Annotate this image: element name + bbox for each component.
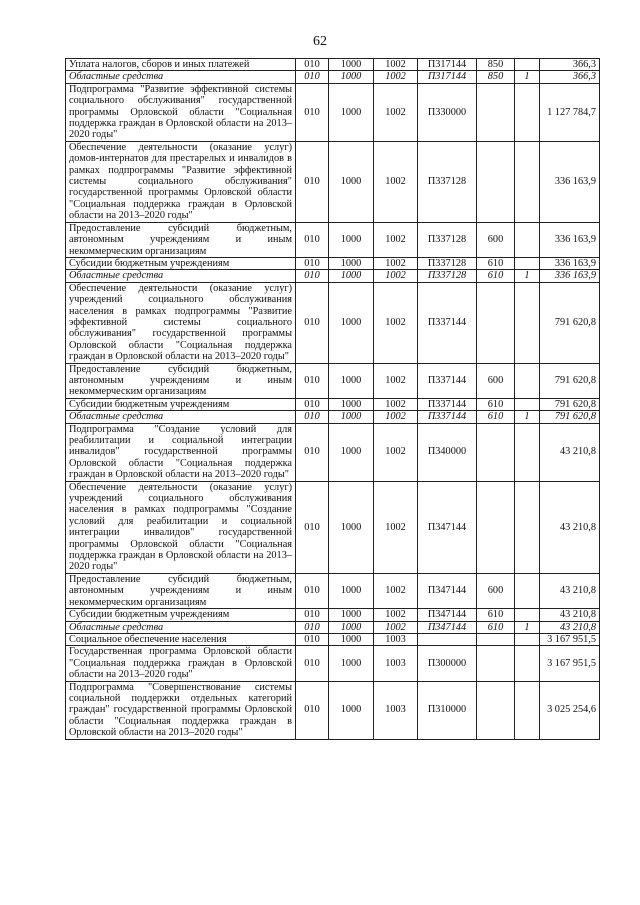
row-expense-type: 850 <box>477 71 515 83</box>
row-source-code <box>515 222 540 257</box>
row-name: Социальное обеспечение населения <box>66 633 296 645</box>
row-name: Предоставление субсидий бюджетным, автономным учреждениям и иным некоммерческим организациям <box>66 363 296 398</box>
row-name: Предоставление субсидий бюджетным, автономным учреждениям и иным некоммерческим организациям <box>66 222 296 257</box>
table-row <box>66 681 600 739</box>
row-source-code <box>515 257 540 269</box>
row-source-code <box>515 481 540 573</box>
row-expense-type <box>477 646 515 681</box>
row-amount: 791 620,8 <box>540 411 600 423</box>
row-chapter-code: 1000 <box>329 363 374 398</box>
row-source-code <box>515 141 540 222</box>
row-amount: 336 163,9 <box>540 222 600 257</box>
row-subsection-code: 1002 <box>374 609 418 621</box>
row-expense-type: 600 <box>477 222 515 257</box>
table-row <box>66 398 600 410</box>
row-expense-type: 610 <box>477 270 515 282</box>
row-chapter-code: 1000 <box>329 398 374 410</box>
row-expense-type: 600 <box>477 573 515 608</box>
row-chapter-code: 1000 <box>329 282 374 363</box>
row-section-code: 010 <box>296 646 329 681</box>
row-target-code: П347144 <box>418 573 477 608</box>
row-section-code: 010 <box>296 363 329 398</box>
row-expense-type <box>477 481 515 573</box>
table-row <box>66 257 600 269</box>
row-target-code: П337128 <box>418 257 477 269</box>
row-expense-type: 610 <box>477 621 515 633</box>
row-section-code: 010 <box>296 411 329 423</box>
row-subsection-code: 1002 <box>374 398 418 410</box>
row-chapter-code: 1000 <box>329 71 374 83</box>
row-amount: 336 163,9 <box>540 257 600 269</box>
table-row <box>66 573 600 608</box>
row-expense-type <box>477 141 515 222</box>
row-expense-type <box>477 633 515 645</box>
row-section-code: 010 <box>296 609 329 621</box>
table-row <box>66 59 600 71</box>
row-target-code: П347144 <box>418 609 477 621</box>
row-name: Государственная программа Орловской области "Социальная поддержка граждан в Орловской области на 2013–2020 годы" <box>66 646 296 681</box>
page-number: 62 <box>313 34 327 49</box>
row-subsection-code: 1003 <box>374 633 418 645</box>
row-expense-type: 610 <box>477 398 515 410</box>
row-source-code: 1 <box>515 621 540 633</box>
row-source-code <box>515 398 540 410</box>
row-section-code: 010 <box>296 257 329 269</box>
table-row <box>66 481 600 573</box>
row-source-code <box>515 633 540 645</box>
row-source-code <box>515 83 540 141</box>
row-name: Обеспечение деятельности (оказание услуг) домов-интернатов для престарелых и инвалидов в рамках подпрограммы "Развитие эффективной системы социального обслуживания" государственной программы Орловской области "Социальная поддержка граждан в Орловской области на 2013–2020 годы" <box>66 141 296 222</box>
row-chapter-code: 1000 <box>329 573 374 608</box>
table-row <box>66 646 600 681</box>
row-amount: 43 210,8 <box>540 573 600 608</box>
row-chapter-code: 1000 <box>329 59 374 71</box>
row-source-code: 1 <box>515 411 540 423</box>
row-source-code: 1 <box>515 270 540 282</box>
row-subsection-code: 1003 <box>374 646 418 681</box>
row-target-code: П337128 <box>418 270 477 282</box>
row-name: Областные средства <box>66 621 296 633</box>
table-row <box>66 621 600 633</box>
row-expense-type: 610 <box>477 411 515 423</box>
row-source-code <box>515 363 540 398</box>
row-section-code: 010 <box>296 633 329 645</box>
row-subsection-code: 1002 <box>374 59 418 71</box>
row-expense-type <box>477 83 515 141</box>
row-source-code <box>515 573 540 608</box>
row-expense-type: 600 <box>477 363 515 398</box>
row-section-code: 010 <box>296 282 329 363</box>
row-subsection-code: 1002 <box>374 222 418 257</box>
row-subsection-code: 1002 <box>374 411 418 423</box>
row-section-code: 010 <box>296 270 329 282</box>
row-expense-type <box>477 681 515 739</box>
row-name: Предоставление субсидий бюджетным, автономным учреждениям и иным некоммерческим организациям <box>66 573 296 608</box>
row-name: Областные средства <box>66 270 296 282</box>
row-name: Областные средства <box>66 411 296 423</box>
row-name: Подпрограмма "Создание условий для реабилитации и социальной интеграции инвалидов" государственной программы Орловской области "Социальная поддержка граждан в Орловской области на 2013–2020 годы" <box>66 423 296 481</box>
table-row <box>66 423 600 481</box>
row-target-code: П337144 <box>418 363 477 398</box>
row-subsection-code: 1002 <box>374 621 418 633</box>
row-source-code <box>515 609 540 621</box>
row-subsection-code: 1002 <box>374 257 418 269</box>
row-section-code: 010 <box>296 573 329 608</box>
row-target-code: П347144 <box>418 621 477 633</box>
row-amount: 3 167 951,5 <box>540 646 600 681</box>
table-row <box>66 609 600 621</box>
row-amount: 336 163,9 <box>540 270 600 282</box>
budget-table <box>65 58 600 740</box>
row-target-code: П347144 <box>418 481 477 573</box>
row-source-code <box>515 681 540 739</box>
row-subsection-code: 1002 <box>374 423 418 481</box>
row-target-code: П337144 <box>418 282 477 363</box>
row-section-code: 010 <box>296 681 329 739</box>
row-target-code: П317144 <box>418 59 477 71</box>
row-amount: 336 163,9 <box>540 141 600 222</box>
row-section-code: 010 <box>296 481 329 573</box>
row-subsection-code: 1002 <box>374 270 418 282</box>
row-expense-type: 610 <box>477 257 515 269</box>
table-row <box>66 270 600 282</box>
row-chapter-code: 1000 <box>329 222 374 257</box>
row-expense-type: 850 <box>477 59 515 71</box>
row-target-code: П337144 <box>418 411 477 423</box>
row-amount: 1 127 784,7 <box>540 83 600 141</box>
row-name: Субсидии бюджетным учреждениям <box>66 398 296 410</box>
table-row <box>66 363 600 398</box>
row-source-code <box>515 646 540 681</box>
row-amount: 3 167 951,5 <box>540 633 600 645</box>
row-subsection-code: 1002 <box>374 481 418 573</box>
row-chapter-code: 1000 <box>329 609 374 621</box>
row-name: Субсидии бюджетным учреждениям <box>66 257 296 269</box>
row-name: Обеспечение деятельности (оказание услуг) учреждений социального обслуживания населения в рамках подпрограммы "Развитие эффективной системы социального обслуживания" государственной программы Орловской области "Социальная поддержка граждан в Орловской области на 2013–2020 годы" <box>66 282 296 363</box>
row-name: Обеспечение деятельности (оказание услуг) учреждений социального обслуживания населения в рамках подпрограммы "Создание условий для реабилитации и социальной интеграции инвалидов" государственной программы Орловской области "Социальная поддержка граждан в Орловской области на 2013–2020 годы" <box>66 481 296 573</box>
row-subsection-code: 1003 <box>374 681 418 739</box>
row-section-code: 010 <box>296 71 329 83</box>
row-amount: 3 025 254,6 <box>540 681 600 739</box>
row-target-code <box>418 633 477 645</box>
row-target-code: П337128 <box>418 141 477 222</box>
table-row <box>66 633 600 645</box>
row-target-code: П337144 <box>418 398 477 410</box>
row-chapter-code: 1000 <box>329 646 374 681</box>
table-row <box>66 222 600 257</box>
row-amount: 43 210,8 <box>540 621 600 633</box>
row-expense-type <box>477 282 515 363</box>
row-target-code: П340000 <box>418 423 477 481</box>
row-subsection-code: 1002 <box>374 363 418 398</box>
table-body <box>66 59 600 740</box>
row-chapter-code: 1000 <box>329 621 374 633</box>
row-target-code: П330000 <box>418 83 477 141</box>
row-section-code: 010 <box>296 423 329 481</box>
row-source-code: 1 <box>515 71 540 83</box>
row-target-code: П337128 <box>418 222 477 257</box>
row-source-code <box>515 59 540 71</box>
row-subsection-code: 1002 <box>374 282 418 363</box>
row-chapter-code: 1000 <box>329 411 374 423</box>
row-expense-type: 610 <box>477 609 515 621</box>
row-subsection-code: 1002 <box>374 83 418 141</box>
row-subsection-code: 1002 <box>374 141 418 222</box>
row-subsection-code: 1002 <box>374 71 418 83</box>
table-row <box>66 282 600 363</box>
row-name: Областные средства <box>66 71 296 83</box>
row-name: Подпрограмма "Развитие эффективной системы социального обслуживания" государственной программы Орловской области "Социальная поддержка граждан в Орловской области на 2013–2020 годы" <box>66 83 296 141</box>
table-row <box>66 411 600 423</box>
row-amount: 43 210,8 <box>540 609 600 621</box>
row-amount: 791 620,8 <box>540 363 600 398</box>
row-chapter-code: 1000 <box>329 257 374 269</box>
table-row <box>66 141 600 222</box>
row-section-code: 010 <box>296 59 329 71</box>
row-target-code: П300000 <box>418 646 477 681</box>
row-expense-type <box>477 423 515 481</box>
table-row <box>66 71 600 83</box>
row-amount: 791 620,8 <box>540 282 600 363</box>
row-chapter-code: 1000 <box>329 270 374 282</box>
row-name: Уплата налогов, сборов и иных платежей <box>66 59 296 71</box>
table-row <box>66 83 600 141</box>
row-chapter-code: 1000 <box>329 141 374 222</box>
row-source-code <box>515 423 540 481</box>
row-chapter-code: 1000 <box>329 423 374 481</box>
row-section-code: 010 <box>296 621 329 633</box>
row-name: Подпрограмма "Совершенствование системы социальной поддержки отдельных категорий граждан" государственной программы Орловской области "Социальная поддержка граждан в Орловской области на 2013–2020 годы" <box>66 681 296 739</box>
row-chapter-code: 1000 <box>329 633 374 645</box>
row-section-code: 010 <box>296 83 329 141</box>
row-source-code <box>515 282 540 363</box>
row-chapter-code: 1000 <box>329 681 374 739</box>
row-amount: 366,3 <box>540 71 600 83</box>
row-chapter-code: 1000 <box>329 481 374 573</box>
row-amount: 43 210,8 <box>540 423 600 481</box>
row-subsection-code: 1002 <box>374 573 418 608</box>
row-section-code: 010 <box>296 398 329 410</box>
row-amount: 366,3 <box>540 59 600 71</box>
row-target-code: П317144 <box>418 71 477 83</box>
row-target-code: П310000 <box>418 681 477 739</box>
row-amount: 791 620,8 <box>540 398 600 410</box>
row-chapter-code: 1000 <box>329 83 374 141</box>
row-amount: 43 210,8 <box>540 481 600 573</box>
row-section-code: 010 <box>296 222 329 257</box>
row-section-code: 010 <box>296 141 329 222</box>
row-name: Субсидии бюджетным учреждениям <box>66 609 296 621</box>
